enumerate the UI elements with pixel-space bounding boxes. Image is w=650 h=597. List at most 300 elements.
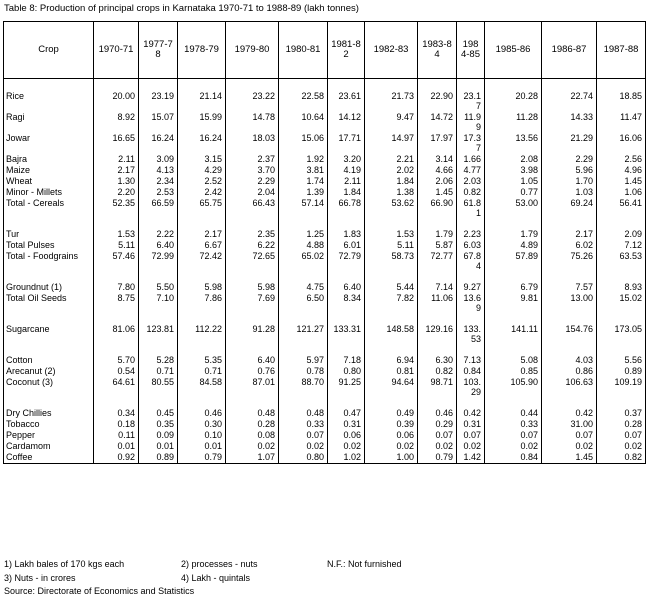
value-cell: 15.99 (178, 112, 226, 133)
value-cell: 6.03 (457, 240, 485, 251)
value-cell: 1.66 (457, 154, 485, 165)
value-cell: 9.47 (365, 112, 418, 133)
value-cell: 0.46 (178, 408, 226, 419)
crop-name-cell: Minor - Millets (4, 187, 94, 198)
crop-name-cell: Total Oil Seeds (4, 293, 94, 314)
table-row (4, 355, 646, 366)
value-cell: 13.00 (542, 293, 597, 314)
value-cell: 56.41 (597, 198, 646, 219)
value-cell: 21.29 (542, 133, 597, 154)
crop-name-cell: Cardamom (4, 441, 94, 452)
column-header: 1985-86 (485, 22, 542, 79)
value-cell: 0.08 (226, 430, 279, 441)
value-cell: 0.02 (485, 441, 542, 452)
value-cell: 64.61 (94, 377, 139, 398)
value-cell: 0.37 (597, 408, 646, 419)
value-cell: 0.48 (279, 408, 328, 419)
value-cell: 20.28 (485, 91, 542, 112)
value-cell: 5.70 (94, 355, 139, 366)
value-cell: 65.02 (279, 251, 328, 272)
value-cell: 2.02 (365, 165, 418, 176)
table-row (4, 240, 646, 251)
value-cell: 0.86 (542, 366, 597, 377)
value-cell: 1.45 (418, 187, 457, 198)
value-cell: 2.17 (178, 229, 226, 240)
value-cell: 0.46 (418, 408, 457, 419)
column-header: 1978-79 (178, 22, 226, 79)
crop-name-cell: Jowar (4, 133, 94, 154)
value-cell: 0.07 (418, 430, 457, 441)
value-cell: 2.34 (139, 176, 178, 187)
value-cell: 2.23 (457, 229, 485, 240)
value-cell: 0.81 (365, 366, 418, 377)
value-cell: 1.79 (485, 229, 542, 240)
value-cell: 0.84 (457, 366, 485, 377)
value-cell: 14.97 (365, 133, 418, 154)
value-cell: 72.99 (139, 251, 178, 272)
table-row (4, 419, 646, 430)
value-cell: 1.07 (226, 452, 279, 464)
value-cell: 66.43 (226, 198, 279, 219)
value-cell: 8.75 (94, 293, 139, 314)
value-cell: 0.02 (597, 441, 646, 452)
value-cell: 2.06 (418, 176, 457, 187)
value-cell: 129.16 (418, 324, 457, 345)
crop-name-cell: Dry Chillies (4, 408, 94, 419)
value-cell: 0.07 (279, 430, 328, 441)
value-cell: 4.19 (328, 165, 365, 176)
value-cell: 16.24 (178, 133, 226, 154)
source-note: Source: Directorate of Economics and Statistics (4, 586, 195, 596)
value-cell: 15.02 (597, 293, 646, 314)
value-cell: 0.02 (279, 441, 328, 452)
value-cell: 0.80 (328, 366, 365, 377)
header-row (4, 22, 646, 79)
column-header: 1977-78 (139, 22, 178, 79)
value-cell: 14.33 (542, 112, 597, 133)
footnote-4: 4) Lakh - quintals (181, 573, 251, 583)
table-row (4, 324, 646, 345)
value-cell: 0.01 (94, 441, 139, 452)
value-cell: 2.17 (542, 229, 597, 240)
value-cell: 6.01 (328, 240, 365, 251)
value-cell: 1.84 (328, 187, 365, 198)
crop-production-table (3, 21, 646, 464)
value-cell: 1.02 (328, 452, 365, 464)
value-cell: 0.48 (226, 408, 279, 419)
value-cell: 11.47 (597, 112, 646, 133)
value-cell: 1.79 (418, 229, 457, 240)
value-cell: 6.40 (226, 355, 279, 366)
value-cell: 75.26 (542, 251, 597, 272)
value-cell: 5.11 (94, 240, 139, 251)
value-cell: 0.33 (485, 419, 542, 430)
spacer-row (4, 272, 646, 282)
spacer-row (4, 79, 646, 92)
value-cell: 0.06 (365, 430, 418, 441)
value-cell: 65.75 (178, 198, 226, 219)
column-header: 1980-81 (279, 22, 328, 79)
value-cell: 0.02 (226, 441, 279, 452)
value-cell: 11.28 (485, 112, 542, 133)
value-cell: 0.79 (178, 452, 226, 464)
value-cell: 0.02 (365, 441, 418, 452)
value-cell: 3.15 (178, 154, 226, 165)
crop-name-cell: Wheat (4, 176, 94, 187)
table-row (4, 430, 646, 441)
crop-name-cell: Groundnut (1) (4, 282, 94, 293)
value-cell: 0.34 (94, 408, 139, 419)
value-cell: 2.21 (365, 154, 418, 165)
value-cell: 0.54 (94, 366, 139, 377)
spacer-row (4, 219, 646, 229)
value-cell: 4.88 (279, 240, 328, 251)
value-cell: 2.29 (226, 176, 279, 187)
value-cell: 5.56 (597, 355, 646, 366)
value-cell: 2.37 (226, 154, 279, 165)
value-cell: 18.03 (226, 133, 279, 154)
value-cell: 7.82 (365, 293, 418, 314)
table-row (4, 251, 646, 272)
column-header: 1987-88 (597, 22, 646, 79)
value-cell: 4.03 (542, 355, 597, 366)
value-cell: 6.67 (178, 240, 226, 251)
value-cell: 15.06 (279, 133, 328, 154)
crop-name-cell: Arecanut (2) (4, 366, 94, 377)
value-cell: 1.45 (597, 176, 646, 187)
value-cell: 1.03 (542, 187, 597, 198)
crop-name-cell: Bajra (4, 154, 94, 165)
table-row (4, 176, 646, 187)
value-cell: 13.69 (457, 293, 485, 314)
value-cell: 14.72 (418, 112, 457, 133)
column-header: 1979-80 (226, 22, 279, 79)
value-cell: 31.00 (542, 419, 597, 430)
value-cell: 103.29 (457, 377, 485, 398)
value-cell: 0.76 (226, 366, 279, 377)
crop-name-cell: Ragi (4, 112, 94, 133)
footnote-2: 2) processes - nuts (181, 559, 258, 569)
table-row (4, 91, 646, 112)
value-cell: 11.99 (457, 112, 485, 133)
value-cell: 7.86 (178, 293, 226, 314)
value-cell: 53.62 (365, 198, 418, 219)
value-cell: 61.81 (457, 198, 485, 219)
crop-name-cell: Sugarcane (4, 324, 94, 345)
value-cell: 9.81 (485, 293, 542, 314)
value-cell: 5.96 (542, 165, 597, 176)
value-cell: 2.56 (597, 154, 646, 165)
value-cell: 1.39 (279, 187, 328, 198)
value-cell: 6.22 (226, 240, 279, 251)
value-cell: 6.40 (328, 282, 365, 293)
value-cell: 2.09 (597, 229, 646, 240)
value-cell: 6.50 (279, 293, 328, 314)
column-header: 1986-87 (542, 22, 597, 79)
value-cell: 17.97 (418, 133, 457, 154)
value-cell: 13.56 (485, 133, 542, 154)
value-cell: 80.55 (139, 377, 178, 398)
value-cell: 57.89 (485, 251, 542, 272)
value-cell: 20.00 (94, 91, 139, 112)
value-cell: 4.13 (139, 165, 178, 176)
value-cell: 1.70 (542, 176, 597, 187)
value-cell: 0.01 (178, 441, 226, 452)
value-cell: 69.24 (542, 198, 597, 219)
crop-name-cell: Coconut (3) (4, 377, 94, 398)
table-row (4, 198, 646, 219)
value-cell: 106.63 (542, 377, 597, 398)
value-cell: 5.35 (178, 355, 226, 366)
value-cell: 0.11 (94, 430, 139, 441)
value-cell: 1.53 (365, 229, 418, 240)
value-cell: 4.96 (597, 165, 646, 176)
value-cell: 0.02 (457, 441, 485, 452)
value-cell: 5.08 (485, 355, 542, 366)
value-cell: 0.82 (457, 187, 485, 198)
table-row (4, 229, 646, 240)
value-cell: 0.79 (418, 452, 457, 464)
value-cell: 2.04 (226, 187, 279, 198)
value-cell: 0.02 (328, 441, 365, 452)
value-cell: 18.85 (597, 91, 646, 112)
value-cell: 1.84 (365, 176, 418, 187)
value-cell: 6.40 (139, 240, 178, 251)
value-cell: 2.35 (226, 229, 279, 240)
value-cell: 1.05 (485, 176, 542, 187)
crop-name-cell: Tur (4, 229, 94, 240)
value-cell: 17.71 (328, 133, 365, 154)
value-cell: 112.22 (178, 324, 226, 345)
value-cell: 72.77 (418, 251, 457, 272)
value-cell: 1.42 (457, 452, 485, 464)
value-cell: 3.14 (418, 154, 457, 165)
value-cell: 91.28 (226, 324, 279, 345)
value-cell: 0.44 (485, 408, 542, 419)
value-cell: 3.20 (328, 154, 365, 165)
value-cell: 0.77 (485, 187, 542, 198)
table-row (4, 366, 646, 377)
value-cell: 16.06 (597, 133, 646, 154)
value-cell: 2.11 (94, 154, 139, 165)
value-cell: 53.00 (485, 198, 542, 219)
value-cell: 1.30 (94, 176, 139, 187)
spacer-row (4, 345, 646, 355)
value-cell: 0.35 (139, 419, 178, 430)
value-cell: 0.07 (485, 430, 542, 441)
value-cell: 0.82 (597, 452, 646, 464)
value-cell: 0.10 (178, 430, 226, 441)
table-row (4, 293, 646, 314)
value-cell: 0.07 (542, 430, 597, 441)
value-cell: 4.77 (457, 165, 485, 176)
table-body (4, 79, 646, 464)
value-cell: 81.06 (94, 324, 139, 345)
value-cell: 21.14 (178, 91, 226, 112)
table-row (4, 282, 646, 293)
value-cell: 0.01 (139, 441, 178, 452)
crop-name-cell: Total Pulses (4, 240, 94, 251)
value-cell: 1.83 (328, 229, 365, 240)
column-header: 1981-82 (328, 22, 365, 79)
value-cell: 22.90 (418, 91, 457, 112)
value-cell: 0.71 (178, 366, 226, 377)
value-cell: 2.08 (485, 154, 542, 165)
value-cell: 109.19 (597, 377, 646, 398)
value-cell: 0.78 (279, 366, 328, 377)
value-cell: 0.31 (328, 419, 365, 430)
value-cell: 7.18 (328, 355, 365, 366)
value-cell: 1.38 (365, 187, 418, 198)
value-cell: 0.45 (139, 408, 178, 419)
value-cell: 0.89 (597, 366, 646, 377)
value-cell: 84.58 (178, 377, 226, 398)
value-cell: 0.92 (94, 452, 139, 464)
value-cell: 5.87 (418, 240, 457, 251)
table-row (4, 165, 646, 176)
value-cell: 23.22 (226, 91, 279, 112)
value-cell: 66.59 (139, 198, 178, 219)
value-cell: 72.79 (328, 251, 365, 272)
value-cell: 8.93 (597, 282, 646, 293)
value-cell: 2.29 (542, 154, 597, 165)
value-cell: 17.37 (457, 133, 485, 154)
value-cell: 6.30 (418, 355, 457, 366)
value-cell: 0.42 (542, 408, 597, 419)
value-cell: 0.02 (418, 441, 457, 452)
crop-name-cell: Coffee (4, 452, 94, 464)
value-cell: 7.12 (597, 240, 646, 251)
value-cell: 7.13 (457, 355, 485, 366)
value-cell: 11.06 (418, 293, 457, 314)
value-cell: 7.10 (139, 293, 178, 314)
crop-name-cell: Total - Foodgrains (4, 251, 94, 272)
column-header: 1984-85 (457, 22, 485, 79)
table-row (4, 408, 646, 419)
table-row (4, 154, 646, 165)
value-cell: 3.09 (139, 154, 178, 165)
column-header: 1970-71 (94, 22, 139, 79)
value-cell: 98.71 (418, 377, 457, 398)
footnote-nf: N.F.: Not furnished (327, 559, 402, 569)
value-cell: 5.28 (139, 355, 178, 366)
value-cell: 15.07 (139, 112, 178, 133)
value-cell: 3.70 (226, 165, 279, 176)
value-cell: 2.52 (178, 176, 226, 187)
value-cell: 5.44 (365, 282, 418, 293)
value-cell: 66.90 (418, 198, 457, 219)
value-cell: 0.07 (597, 430, 646, 441)
footnote-1: 1) Lakh bales of 170 kgs each (4, 559, 125, 569)
value-cell: 2.03 (457, 176, 485, 187)
value-cell: 0.33 (279, 419, 328, 430)
value-cell: 133.31 (328, 324, 365, 345)
value-cell: 5.97 (279, 355, 328, 366)
value-cell: 91.25 (328, 377, 365, 398)
value-cell: 6.79 (485, 282, 542, 293)
value-cell: 14.78 (226, 112, 279, 133)
column-header: 1982-83 (365, 22, 418, 79)
column-header: Crop (4, 22, 94, 79)
value-cell: 22.74 (542, 91, 597, 112)
crop-name-cell: Pepper (4, 430, 94, 441)
value-cell: 2.17 (94, 165, 139, 176)
value-cell: 87.01 (226, 377, 279, 398)
spacer-row (4, 398, 646, 408)
value-cell: 0.18 (94, 419, 139, 430)
value-cell: 0.06 (328, 430, 365, 441)
value-cell: 0.31 (457, 419, 485, 430)
crop-name-cell: Tobacco (4, 419, 94, 430)
table-row (4, 452, 646, 464)
value-cell: 67.84 (457, 251, 485, 272)
value-cell: 16.24 (139, 133, 178, 154)
value-cell: 57.14 (279, 198, 328, 219)
crop-name-cell: Total - Cereals (4, 198, 94, 219)
value-cell: 0.71 (139, 366, 178, 377)
value-cell: 22.58 (279, 91, 328, 112)
value-cell: 7.57 (542, 282, 597, 293)
value-cell: 0.82 (418, 366, 457, 377)
value-cell: 23.19 (139, 91, 178, 112)
value-cell: 0.42 (457, 408, 485, 419)
value-cell: 0.39 (365, 419, 418, 430)
value-cell: 8.34 (328, 293, 365, 314)
value-cell: 7.80 (94, 282, 139, 293)
value-cell: 1.25 (279, 229, 328, 240)
value-cell: 154.76 (542, 324, 597, 345)
value-cell: 63.53 (597, 251, 646, 272)
table-title: Table 8: Production of principal crops in Karnataka 1970-71 to 1988-89 (lakh tonnes) (4, 3, 359, 14)
value-cell: 0.09 (139, 430, 178, 441)
value-cell: 9.27 (457, 282, 485, 293)
value-cell: 72.65 (226, 251, 279, 272)
crop-name-cell: Cotton (4, 355, 94, 366)
value-cell: 23.61 (328, 91, 365, 112)
value-cell: 1.45 (542, 452, 597, 464)
value-cell: 4.89 (485, 240, 542, 251)
value-cell: 148.58 (365, 324, 418, 345)
value-cell: 5.98 (226, 282, 279, 293)
value-cell: 8.92 (94, 112, 139, 133)
value-cell: 105.90 (485, 377, 542, 398)
crop-name-cell: Rice (4, 91, 94, 112)
value-cell: 16.65 (94, 133, 139, 154)
value-cell: 133.53 (457, 324, 485, 345)
table-row (4, 133, 646, 154)
value-cell: 0.84 (485, 452, 542, 464)
value-cell: 5.98 (178, 282, 226, 293)
value-cell: 7.14 (418, 282, 457, 293)
table-row (4, 441, 646, 452)
value-cell: 1.00 (365, 452, 418, 464)
table-row (4, 377, 646, 398)
value-cell: 173.05 (597, 324, 646, 345)
value-cell: 5.50 (139, 282, 178, 293)
value-cell: 10.64 (279, 112, 328, 133)
table-row (4, 187, 646, 198)
value-cell: 7.69 (226, 293, 279, 314)
value-cell: 2.20 (94, 187, 139, 198)
value-cell: 72.42 (178, 251, 226, 272)
value-cell: 14.12 (328, 112, 365, 133)
value-cell: 2.53 (139, 187, 178, 198)
value-cell: 88.70 (279, 377, 328, 398)
crop-name-cell: Maize (4, 165, 94, 176)
value-cell: 21.73 (365, 91, 418, 112)
value-cell: 3.81 (279, 165, 328, 176)
footnote-3: 3) Nuts - in crores (4, 573, 76, 583)
